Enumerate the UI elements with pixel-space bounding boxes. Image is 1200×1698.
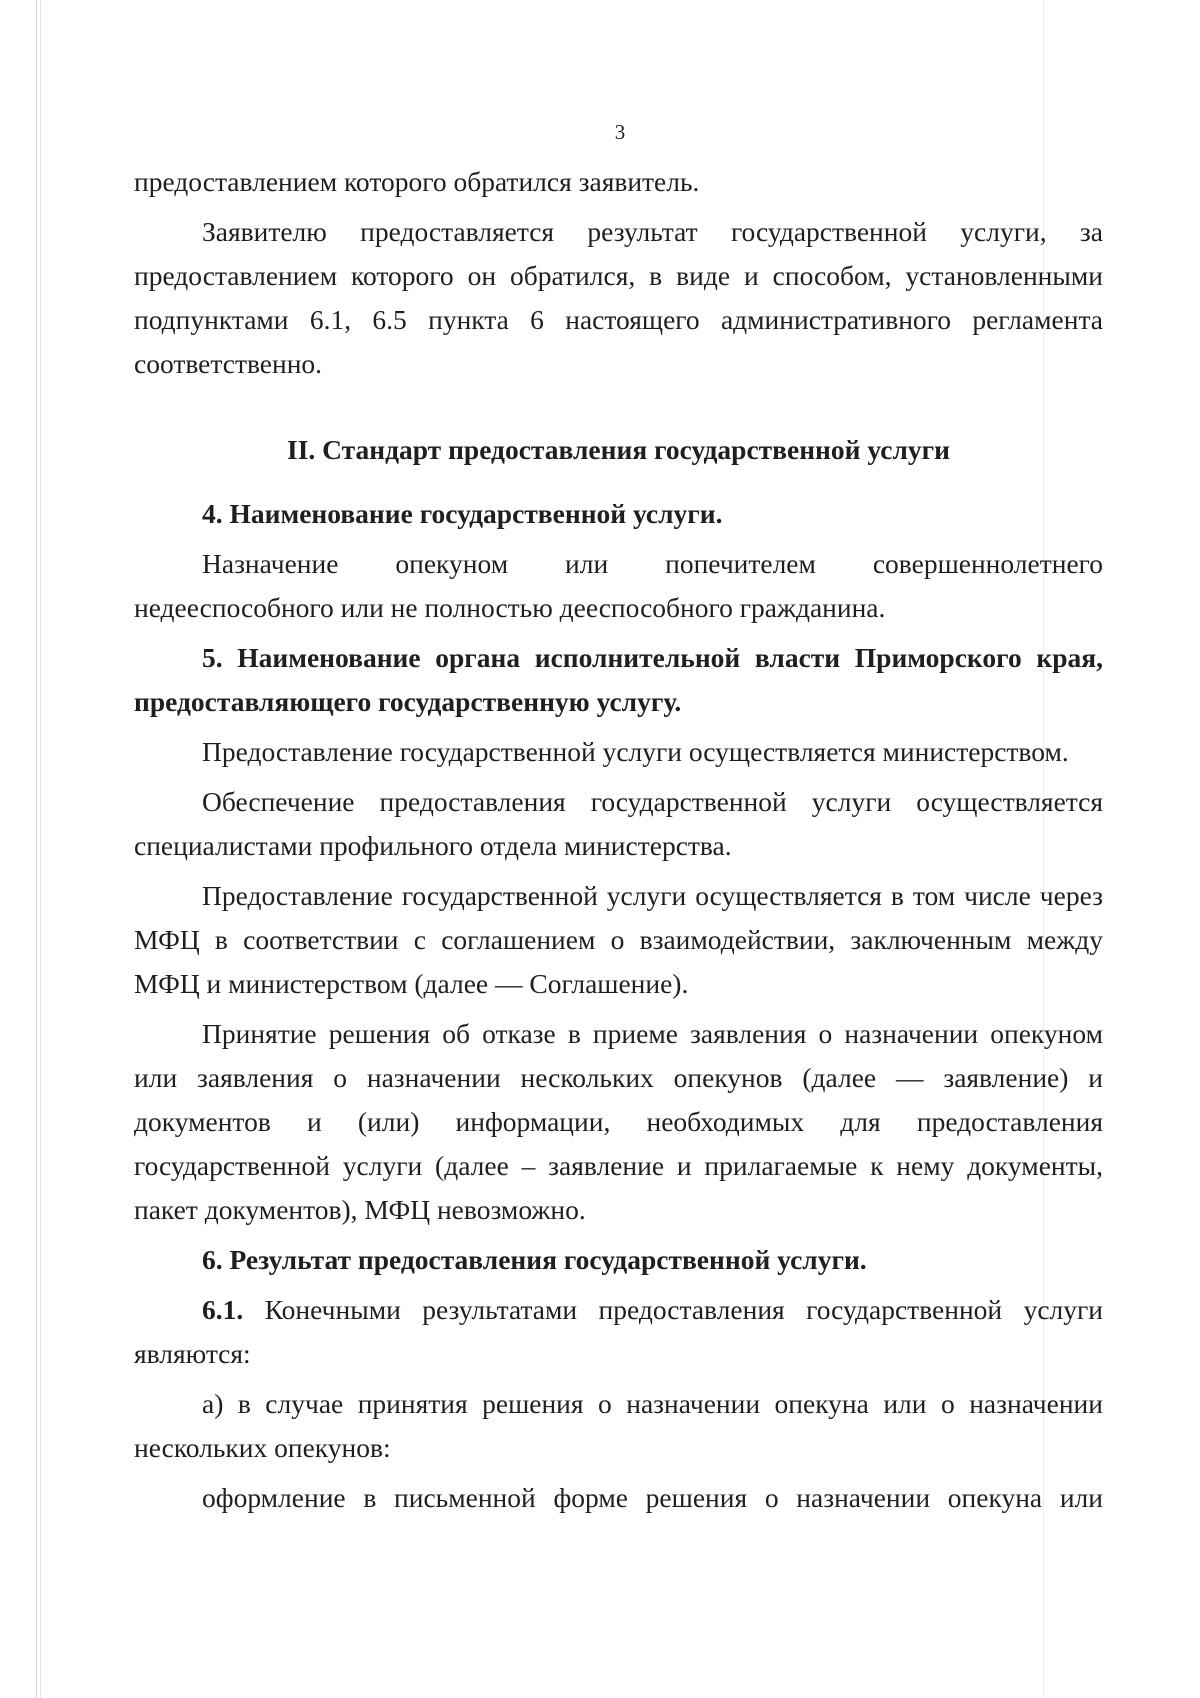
item-5-paragraph-1: Предоставление государственной услуги осуществляется министерством. <box>202 736 1069 767</box>
document-body <box>134 160 1103 1520</box>
item-4-heading: 4. Наименование государственной услуги. <box>202 498 723 529</box>
item-6-1-paragraph <box>134 1288 1103 1376</box>
item-5-paragraph-2: Обеспечение предоставления государственной услуги осуществляется специалистами профильного отдела министерства. <box>134 786 1103 861</box>
section-title: II. Стандарт предоставления государственной услуги <box>287 434 950 465</box>
paragraph-intro-2: Заявителю предоставляется результат государственной услуги, за предоставлением которого он обратился, в виде и способом, установленными подпунктами 6.1, 6.5 пункта 6 настоящего административного регламента соответственно. <box>134 216 1103 379</box>
item-6-1-text: Конечными результатами предоставления государственной услуги являются: <box>134 1294 1103 1369</box>
item-5-paragraph-4: Принятие решения об отказе в приеме заявления о назначении опекуном или заявления о назначении нескольких опекунов (далее — заявление) и документов и (или) информации, необходимых для предоставления государственной услуги (далее – заявление и прилагаемые к нему документы, пакет документов), МФЦ невозможно. <box>134 1018 1103 1225</box>
item-6-last-line: оформление в письменной форме решения о назначении опекуна или <box>202 1482 1103 1513</box>
item-6-heading: 6. Результат предоставления государственной услуги. <box>202 1244 867 1275</box>
item-4-text: Назначение опекуном или попечителем совершеннолетнего недееспособного или не полностью дееспособного гражданина. <box>134 548 1103 623</box>
item-6-1-number: 6.1. <box>202 1294 244 1325</box>
item-5-paragraph-3: Предоставление государственной услуги осуществляется в том числе через МФЦ в соответствии с соглашением о взаимодействии, заключенным между МФЦ и министерством (далее — Соглашение). <box>134 880 1103 999</box>
page-number: 3 <box>614 120 626 144</box>
item-6-sub-a: а) в случае принятия решения о назначении опекуна или о назначении нескольких опекунов: <box>134 1388 1103 1463</box>
paragraph-intro-1: предоставлением которого обратился заявитель. <box>134 166 700 197</box>
scan-edge-left <box>36 0 41 1698</box>
item-5-heading: 5. Наименование органа исполнительной власти Приморского края, предоставляющего государственную услугу. <box>134 642 1103 717</box>
